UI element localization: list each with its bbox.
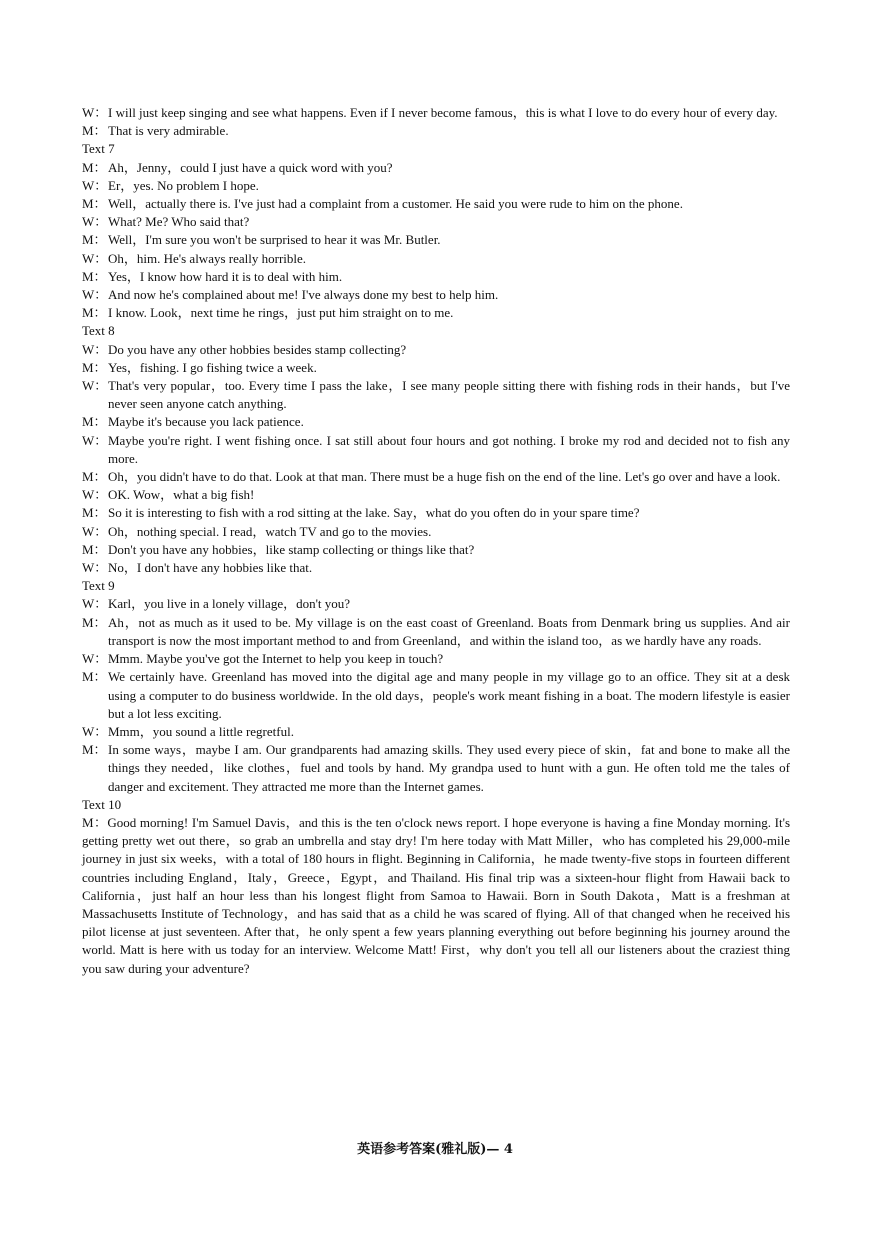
- dialogue-text: Mmm，you sound a little regretful.: [108, 723, 294, 739]
- dialogue-line: [82, 213, 790, 231]
- dialogue-line: [82, 231, 790, 249]
- dialogue-line: [82, 541, 790, 559]
- dialogue-text: That's very popular，too. Every time I pass the lake，I see many people sitting there with fishing rods in their hands，but I've never seen anyone catch anything.: [108, 378, 790, 412]
- speaker-label: M：: [82, 669, 107, 685]
- speaker-label: M：: [82, 159, 107, 175]
- speaker-label: M：: [82, 305, 107, 321]
- section-heading: Text 10: [82, 796, 122, 812]
- dialogue-text: Well，I'm sure you won't be surprised to hear it was Mr. Butler.: [108, 232, 441, 248]
- dialogue-line: [82, 614, 790, 650]
- section-heading: Text 7: [82, 141, 115, 157]
- dialogue-text: Maybe you're right. I went fishing once. I sat still about four hours and got nothing. I broke my rod and decided not to fish any more.: [108, 432, 790, 466]
- speaker-label: M：: [82, 123, 107, 139]
- speaker-label: W：: [82, 523, 108, 539]
- dialogue-text: Karl，you live in a lonely village，don't you?: [108, 596, 351, 612]
- dialogue-text: That is very admirable.: [108, 123, 229, 139]
- speaker-label: M：: [82, 505, 107, 521]
- dialogue-line: [82, 177, 790, 195]
- dialogue-line: [82, 268, 790, 286]
- dialogue-line: [82, 504, 790, 522]
- dialogue-line: [82, 195, 790, 213]
- speaker-label: W：: [82, 250, 108, 266]
- dialogue-text: OK. Wow，what a big fish!: [108, 487, 255, 503]
- speaker-label: M：: [82, 541, 107, 557]
- dialogue-text: No，I don't have any hobbies like that.: [108, 560, 313, 576]
- dialogue-line: [82, 523, 790, 541]
- section-heading: Text 9: [82, 578, 115, 594]
- dialogue-line: [82, 668, 790, 723]
- dialogue-text: Yes，fishing. I go fishing twice a week.: [108, 359, 317, 375]
- speaker-label: W：: [82, 105, 108, 120]
- dialogue-text: In some ways，maybe I am. Our grandparents had amazing skills. They used every piece of skin，fat and bone to make all the things they needed，like clothes，fuel and tools by hand. My grandpa used to hunt with a gun. He often told me the tales of danger and excitement. They attracted me more than the Internet games.: [108, 742, 790, 794]
- dialogue-line: [82, 741, 790, 796]
- dialogue-text: And now he's complained about me! I've always done my best to help him.: [108, 287, 499, 303]
- speaker-label: W：: [82, 723, 108, 739]
- dialogue-line: [82, 432, 790, 468]
- speaker-label: W：: [82, 177, 108, 193]
- speaker-label: M：: [82, 614, 107, 630]
- dialogue-text: I know. Look，next time he rings，just put him straight on to me.: [108, 305, 454, 321]
- dialogue-line: [82, 359, 790, 377]
- dialogue-text: Do you have any other hobbies besides stamp collecting?: [108, 341, 407, 357]
- dialogue-text: Oh，you didn't have to do that. Look at that man. There must be a huge fish on the end of the line. Let's go over and have a look.: [108, 469, 781, 485]
- dialogue-line: [82, 413, 790, 431]
- section-heading: Text 8: [82, 323, 115, 339]
- dialogue-line: [82, 104, 790, 122]
- dialogue-text: I will just keep singing and see what happens. Even if I never become famous，this is what I love to do every hour of every day.: [108, 105, 778, 120]
- speaker-label: M：: [82, 469, 107, 485]
- speaker-label: W：: [82, 596, 108, 612]
- speaker-label: M：: [82, 268, 107, 284]
- dialogue-text: Oh，him. He's always really horrible.: [108, 250, 307, 266]
- dialogue-line: [82, 341, 790, 359]
- dialogue-text: We certainly have. Greenland has moved into the digital age and many people in my village go to an office. They sit at a desk using a computer to do business worldwide. In the old days，people's work meant fishing in a boat. The modern lifestyle is easier but a lot less exciting.: [108, 669, 790, 721]
- speaker-label: M：: [82, 414, 107, 430]
- dialogue-text: Oh，nothing special. I read，watch TV and go to the movies.: [108, 523, 432, 539]
- speaker-label: M：: [82, 359, 107, 375]
- speaker-label: W：: [82, 487, 108, 503]
- dialogue-line: [82, 377, 790, 413]
- news-paragraph: M：Good morning! I'm Samuel Davis，and this is the ten o'clock news report. I hope everyone is having a fine Monday morning. It's getting pretty wet out there，so grab an umbrella and stay dry! I'm here today with Matt Miller，who has completed his 29,000-mile journey in just six weeks，with a total of 180 hours in flight. Beginning in California，he made twenty-five stops in fourteen different countries including England，Italy，Greece，Egypt，and Thailand. His final trip was a sixteen-hour flight from Hawaii back to California，just half an hour less than his longest flight from Samoa to Hawaii. Born in South Dakota，Matt is a freshman at Massachusetts Institute of Technology，and has said that as a child he was scared of flying. All of that changed when he received his pilot license at just seventeen. After that，he only spent a few years planning everything out before beginning his journey around the world. Matt is here with us today for an interview. Welcome Matt! First，why don't you tell all our listeners about the craziest thing you saw during your adventure?: [82, 814, 790, 976]
- dialogue-text: Ah，Jenny，could I just have a quick word with you?: [108, 159, 393, 175]
- dialogue-text: Yes，I know how hard it is to deal with him.: [108, 268, 343, 284]
- speaker-label: W：: [82, 560, 108, 576]
- dialogue-text: So it is interesting to fish with a rod sitting at the lake. Say，what do you often do in your spare time?: [108, 505, 640, 521]
- speaker-label: W：: [82, 651, 108, 667]
- speaker-label: M：: [82, 742, 107, 758]
- speaker-label: W：: [82, 341, 108, 357]
- dialogue-line: [82, 559, 790, 577]
- transcript-body: [82, 104, 790, 978]
- dialogue-text: Well，actually there is. I've just had a complaint from a customer. He said you were rude to him on the phone.: [108, 196, 683, 212]
- speaker-label: W：: [82, 432, 108, 448]
- dialogue-line: [82, 650, 790, 668]
- dialogue-text: What? Me? Who said that?: [108, 214, 250, 230]
- dialogue-line: [82, 250, 790, 268]
- dialogue-line: [82, 122, 790, 140]
- page-footer: 英语参考答案(雅礼版)— 4: [357, 1142, 513, 1157]
- dialogue-line: [82, 304, 790, 322]
- dialogue-text: Ah，not as much as it used to be. My village is on the east coast of Greenland. Boats from Denmark bring us supplies. And air transport is now the most important method to and from Greenland，and within the island too，as we hardly have any roads.: [108, 614, 790, 648]
- dialogue-line: [82, 468, 790, 486]
- speaker-label: W：: [82, 214, 108, 230]
- speaker-label: W：: [82, 287, 108, 303]
- dialogue-text: Don't you have any hobbies，like stamp collecting or things like that?: [108, 541, 475, 557]
- dialogue-line: [82, 286, 790, 304]
- dialogue-text: Er，yes. No problem I hope.: [108, 177, 259, 193]
- dialogue-line: [82, 159, 790, 177]
- dialogue-text: Maybe it's because you lack patience.: [108, 414, 304, 430]
- speaker-label: M：: [82, 196, 107, 212]
- dialogue-line: [82, 723, 790, 741]
- dialogue-line: [82, 595, 790, 613]
- speaker-label: W：: [82, 378, 108, 394]
- dialogue-line: [82, 486, 790, 504]
- speaker-label: M：: [82, 232, 107, 248]
- dialogue-text: Mmm. Maybe you've got the Internet to help you keep in touch?: [108, 651, 444, 667]
